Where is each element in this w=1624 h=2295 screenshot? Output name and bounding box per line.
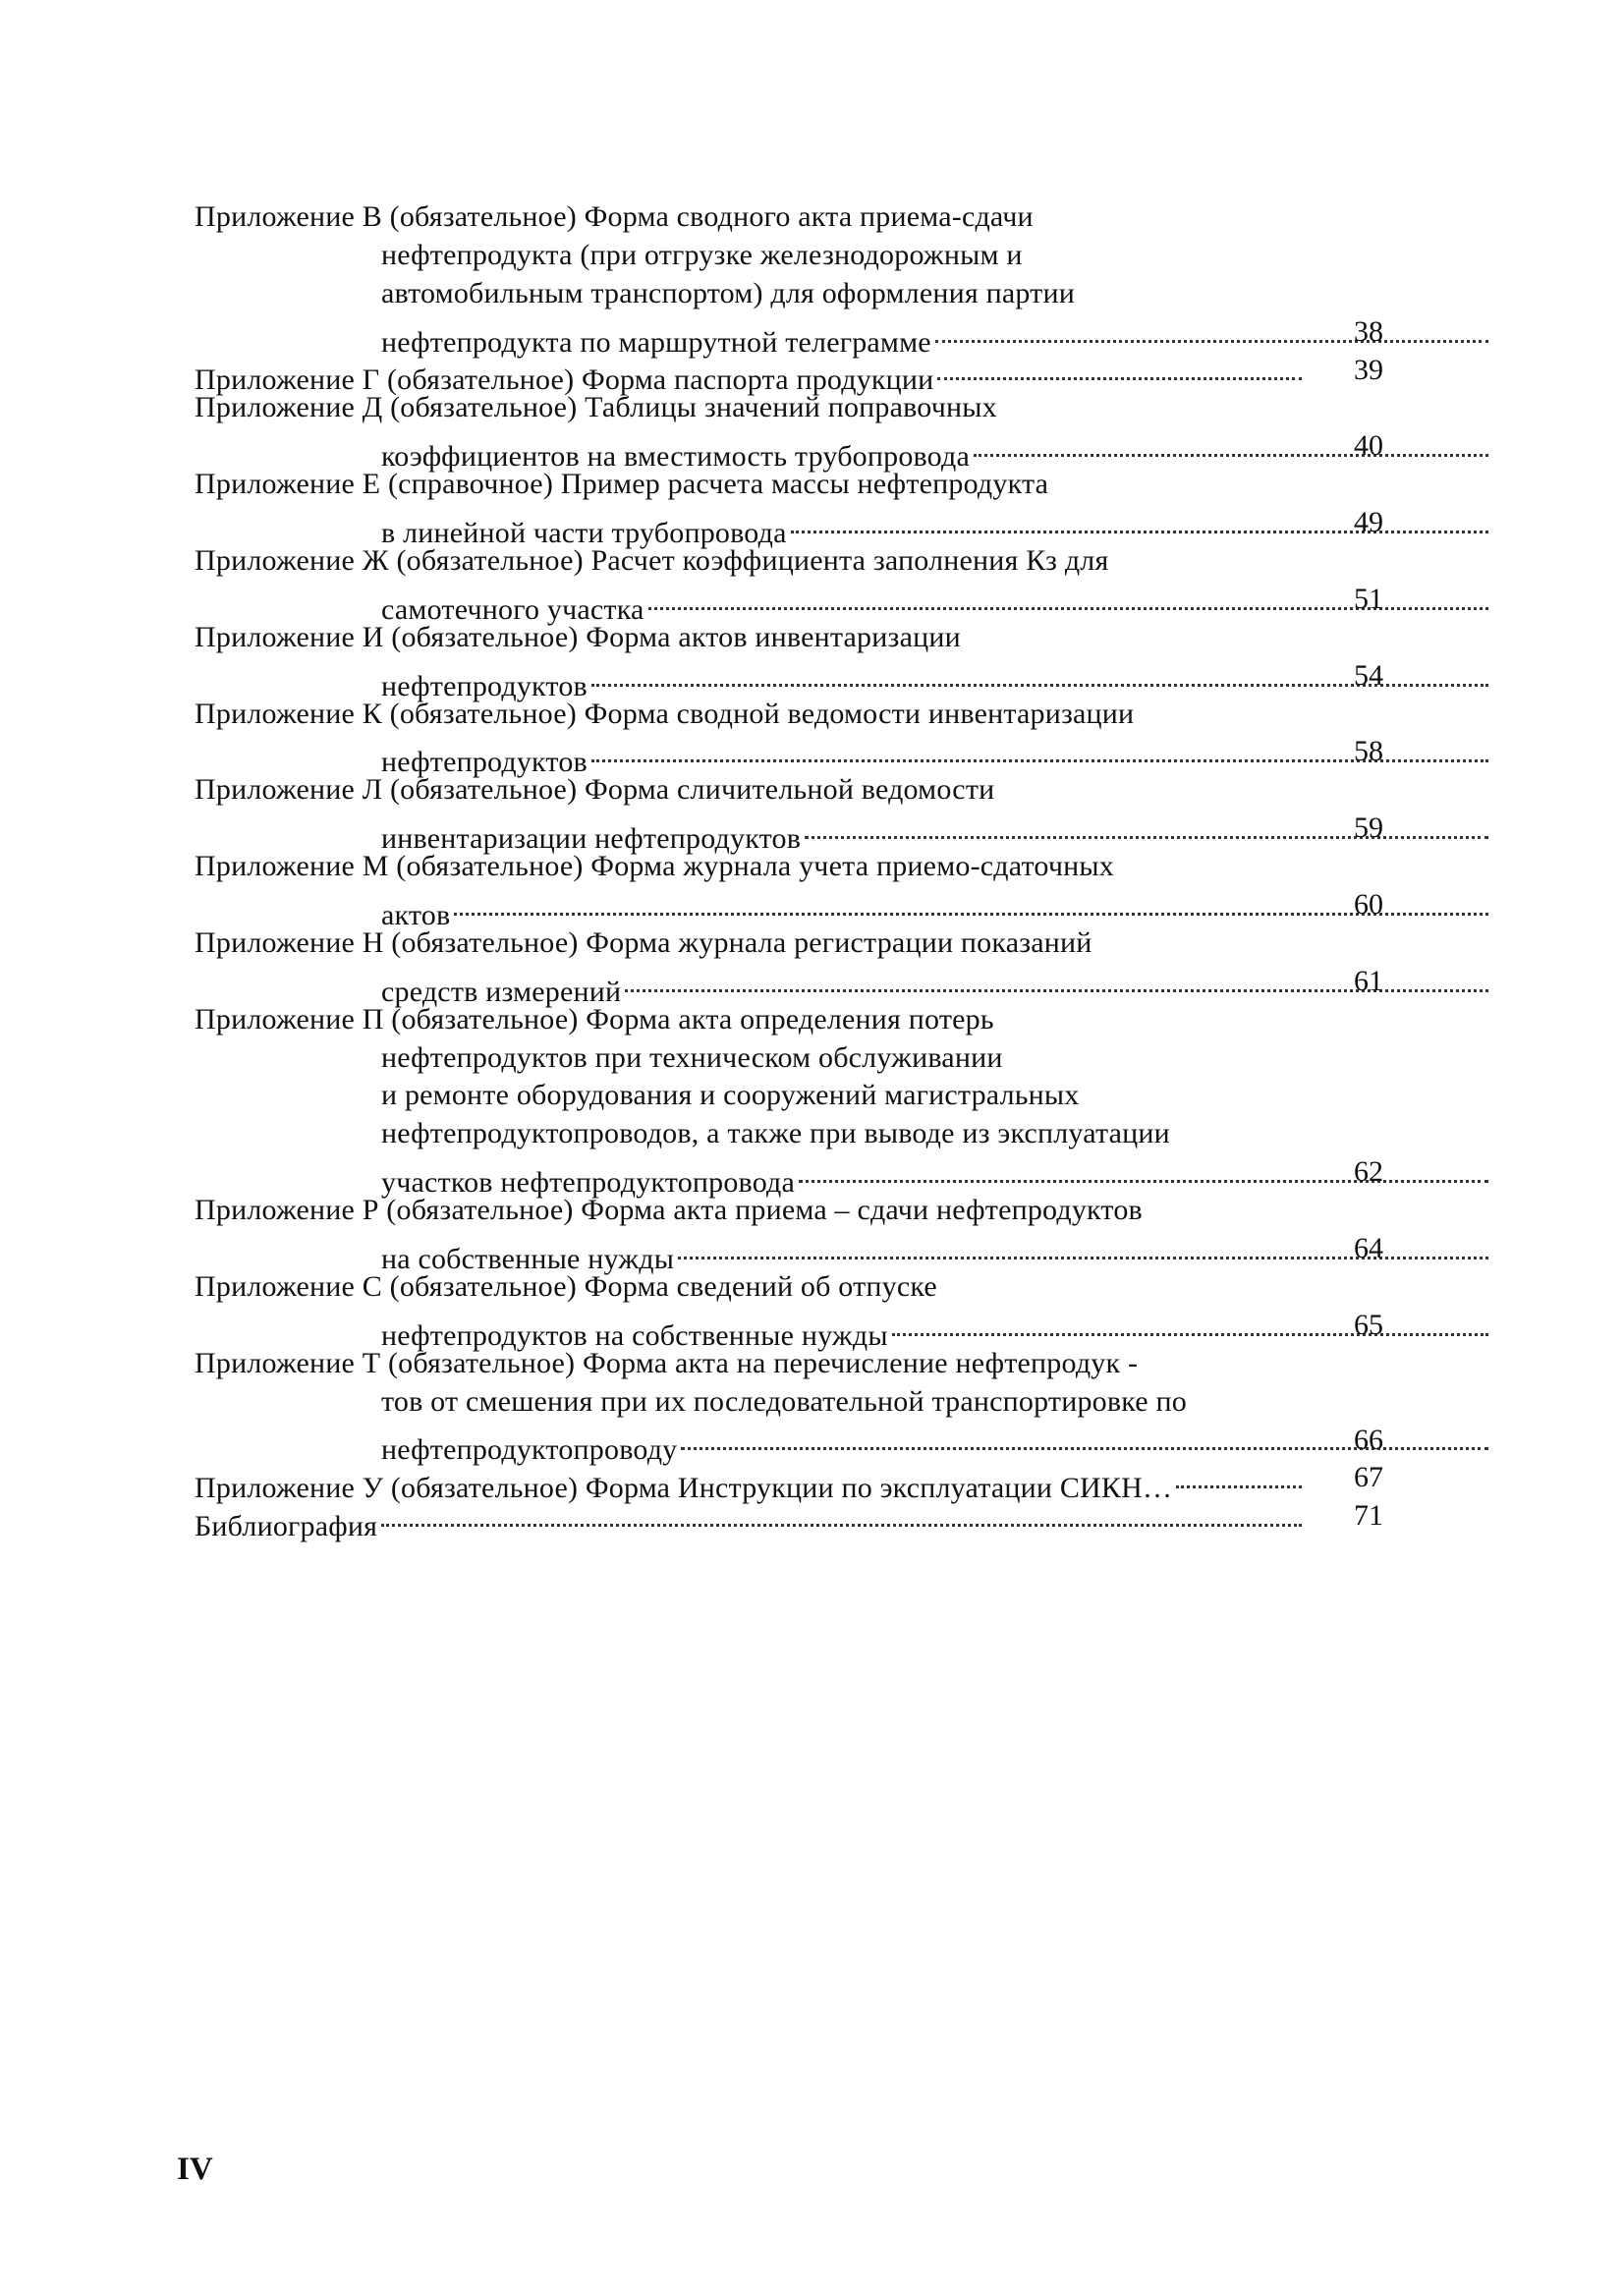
toc-entry-line	[195, 1039, 1383, 1078]
page-folio: IV	[177, 2152, 213, 2187]
toc-entry-title: Приложение И (обязательное) Форма актов инвентаризации	[195, 620, 961, 653]
toc-dot-leader	[937, 352, 1302, 390]
table-of-contents	[195, 198, 1383, 1543]
toc-entry-title: нефтепродуктопроводов, а также при выводе из эксплуатации	[381, 1117, 1170, 1150]
toc-entry-line	[195, 1268, 1383, 1307]
toc-page-number: 66	[1354, 1423, 1383, 1456]
toc-entry-line	[195, 619, 1383, 657]
toc-entry-leader-row	[195, 1497, 1310, 1546]
toc-entry-line	[195, 275, 1383, 313]
toc-dot-leader	[974, 427, 1488, 466]
toc-entry-title: актов	[381, 898, 451, 931]
toc-entry[interactable]	[195, 1268, 1383, 1352]
toc-entry-title: на собственные нужды	[381, 1242, 675, 1275]
toc-entry-line	[195, 352, 1383, 397]
toc-page-number: 64	[1354, 1232, 1383, 1265]
toc-entry-line	[195, 542, 1383, 581]
toc-entry-title: нефтепродуктов при техническом обслуживании	[381, 1040, 1003, 1074]
toc-entry-title: нефтепродуктов	[381, 669, 588, 702]
toc-entry-title: средств измерений	[381, 975, 622, 1008]
toc-entry-title: нефтепродуктов	[381, 746, 588, 779]
toc-page-number: 54	[1354, 658, 1383, 692]
toc-entry-line	[195, 237, 1383, 275]
toc-entry-title: нефтепродуктов на собственные нужды	[381, 1318, 888, 1352]
toc-entry-title: инвентаризации нефтепродуктов	[381, 822, 802, 856]
toc-entry-line	[195, 963, 1383, 1008]
toc-dot-leader	[805, 810, 1488, 848]
toc-entry-line	[195, 1422, 1383, 1467]
toc-entry-title: Библиография	[195, 1510, 378, 1543]
toc-entry-title: Приложение У (обязательное) Форма Инструкции по эксплуатации СИКН…	[195, 1472, 1173, 1505]
toc-dot-leader	[935, 313, 1488, 352]
toc-entry-line	[195, 581, 1383, 626]
toc-entry-title: автомобильным транспортом) для оформления партии	[381, 276, 1075, 309]
toc-page-number: 51	[1354, 582, 1383, 615]
toc-entry-line	[195, 696, 1383, 734]
toc-dot-leader	[892, 1307, 1488, 1345]
toc-entry-line	[195, 466, 1383, 504]
toc-entry-line	[195, 924, 1383, 963]
toc-entry[interactable]	[195, 542, 1383, 626]
toc-page-number: 58	[1354, 735, 1383, 768]
toc-entry-line	[195, 1307, 1383, 1352]
toc-entry-title: Приложение Т (обязательное) Форма акта на перечисление нефтепродук -	[195, 1346, 1139, 1379]
toc-dot-leader	[791, 504, 1488, 542]
toc-entry-line	[195, 504, 1383, 550]
toc-entry-title: нефтепродуктопроводу	[381, 1433, 678, 1467]
toc-entry[interactable]	[195, 848, 1383, 931]
toc-page-number: 39	[1354, 353, 1383, 386]
toc-entry-title: участков нефтепродуктопровода	[381, 1166, 796, 1200]
toc-page-number: 40	[1354, 429, 1383, 463]
toc-entry[interactable]	[195, 1001, 1383, 1200]
toc-entry-title: тов от смешения при их последовательной транспортировке по	[381, 1384, 1187, 1418]
toc-entry-line	[195, 313, 1383, 359]
toc-entry-title: Приложение Д (обязательное) Таблицы значений поправочных	[195, 391, 997, 424]
toc-entry-line	[195, 427, 1383, 474]
toc-dot-leader	[381, 1497, 1302, 1536]
toc-entry-line	[195, 389, 1383, 427]
toc-entry[interactable]	[195, 198, 1383, 359]
toc-entry-line	[195, 771, 1383, 810]
toc-page-number: 60	[1354, 888, 1383, 922]
toc-entry[interactable]	[195, 352, 1383, 397]
toc-dot-leader	[1176, 1459, 1302, 1497]
toc-page-number: 71	[1354, 1499, 1383, 1533]
toc-entry-title: Приложение Н (обязательное) Форма журнала регистрации показаний	[195, 925, 1092, 959]
toc-entry-line	[195, 657, 1383, 702]
toc-page-number: 59	[1354, 812, 1383, 845]
toc-entry-line	[195, 1192, 1383, 1230]
toc-entry[interactable]	[195, 771, 1383, 856]
toc-entry-line	[195, 1459, 1383, 1505]
toc-entry-line	[195, 1077, 1383, 1115]
toc-entry-title: Приложение Е (справочное) Пример расчета массы нефтепродукта	[195, 468, 1049, 501]
toc-entry-title: нефтепродукта по маршрутной телеграмме	[381, 325, 931, 359]
toc-entry-line	[195, 1345, 1383, 1383]
toc-entry-title: Приложение Ж (обязательное) Расчет коэффициента заполнения Кз для	[195, 544, 1109, 578]
toc-entry-title: коэффициентов на вместимость трубопровода	[381, 440, 971, 474]
toc-entry-line	[195, 810, 1383, 856]
toc-page-number: 38	[1354, 314, 1383, 348]
toc-entry[interactable]	[195, 1459, 1383, 1505]
toc-entry-title: Приложение К (обязательное) Форма сводной ведомости инвентаризации	[195, 697, 1135, 730]
toc-entry-title: нефтепродукта (при отгрузке железнодорожным и	[381, 238, 1023, 271]
toc-entry-title: Приложение Г (обязательное) Форма паспорта продукции	[195, 364, 934, 397]
toc-entry[interactable]	[195, 1497, 1383, 1543]
toc-page-number: 49	[1354, 506, 1383, 539]
toc-entry-line	[195, 733, 1383, 779]
toc-entry-line	[195, 886, 1383, 931]
toc-entry[interactable]	[195, 389, 1383, 474]
toc-entry[interactable]	[195, 1192, 1383, 1275]
toc-entry-line	[195, 1383, 1383, 1422]
toc-page-number: 62	[1354, 1155, 1383, 1189]
toc-entry-title: Приложение П (обязательное) Форма акта определения потерь	[195, 1002, 994, 1036]
toc-entry-line	[195, 1230, 1383, 1275]
toc-entry-title: и ремонте оборудования и сооружений магистральных	[381, 1079, 1080, 1112]
toc-entry-title: Приложение С (обязательное) Форма сведений об отпуске	[195, 1269, 937, 1303]
toc-entry-title: Приложение В (обязательное) Форма сводного акта приема-сдачи	[195, 200, 1034, 233]
toc-entry-line	[195, 1115, 1383, 1153]
toc-page-number: 65	[1354, 1308, 1383, 1341]
toc-entry[interactable]	[195, 619, 1383, 702]
toc-entry[interactable]	[195, 466, 1383, 550]
toc-entry-title: в линейной части трубопровода	[381, 517, 787, 550]
toc-entry-title: Приложение Р (обязательное) Форма акта приема – сдачи нефтепродуктов	[195, 1194, 1143, 1227]
toc-entry[interactable]	[195, 924, 1383, 1008]
toc-entry-title: Приложение М (обязательное) Форма журнала учета приемо-сдаточных	[195, 850, 1114, 883]
toc-dot-leader	[799, 1153, 1488, 1192]
toc-entry-title: Приложение Л (обязательное) Форма сличительной ведомости	[195, 773, 995, 807]
toc-entry[interactable]	[195, 696, 1383, 779]
toc-entry-line	[195, 198, 1383, 237]
toc-entry-line	[195, 1497, 1383, 1543]
toc-entry-line	[195, 848, 1383, 886]
toc-page-number: 61	[1354, 964, 1383, 997]
toc-page-number: 67	[1354, 1461, 1383, 1494]
toc-entry[interactable]	[195, 1345, 1383, 1467]
toc-entry-title: самотечного участка	[381, 592, 644, 626]
toc-entry-line	[195, 1153, 1383, 1200]
toc-entry-line	[195, 1001, 1383, 1039]
